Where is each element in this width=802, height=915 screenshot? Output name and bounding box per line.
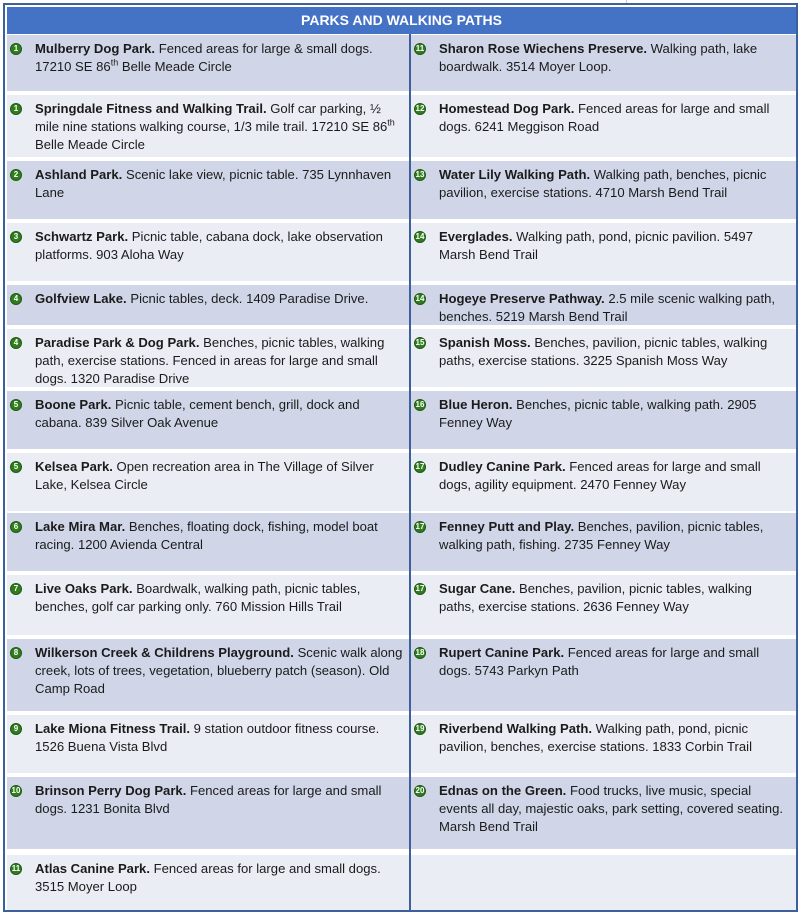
park-name: Lake Miona Fitness Trail. bbox=[35, 721, 190, 736]
park-address: 760 Mission Hills Trail bbox=[215, 599, 342, 614]
right_column-entry-text bbox=[439, 396, 790, 432]
right_column-cell bbox=[411, 329, 796, 387]
number-badge-icon: 8 bbox=[10, 647, 22, 659]
park-name: Brinson Perry Dog Park. bbox=[35, 783, 187, 798]
right_column-cell bbox=[411, 777, 796, 849]
left_column-entry-text bbox=[35, 644, 403, 698]
number-badge-icon: 18 bbox=[415, 648, 425, 657]
left_column-entry-text bbox=[35, 40, 403, 76]
number-badge-icon: 14 bbox=[415, 294, 425, 303]
park-description: Walking path, pond, picnic pavilion, benches, exercise stations. bbox=[439, 721, 749, 754]
right_column-cell bbox=[411, 285, 796, 325]
park-name: Paradise Park & Dog Park. bbox=[35, 335, 200, 350]
left_column-cell bbox=[7, 329, 409, 387]
number-badge-icon: 7 bbox=[10, 583, 22, 595]
left_column-entry-text bbox=[35, 458, 403, 494]
park-description: Scenic walk along creek, lots of trees, vegetation, blueberry patch (season). bbox=[35, 645, 403, 678]
park-name: Boone Park. bbox=[35, 397, 112, 412]
right_column-cell bbox=[411, 223, 796, 281]
right_column-cell bbox=[411, 391, 796, 449]
park-address: 5219 Marsh Bend Trail bbox=[495, 309, 628, 324]
park-description: Benches, pavilion, picnic tables, walking paths, exercise stations. bbox=[439, 581, 752, 614]
park-description: Benches, pavilion, picnic tables, walking paths, exercise stations. bbox=[439, 335, 768, 368]
number-badge-icon: 6 bbox=[10, 521, 22, 533]
number-badge-icon: 16 bbox=[415, 400, 425, 409]
park-address-part: 17210 SE 86 bbox=[311, 119, 388, 134]
number-badge-icon: 5 bbox=[10, 399, 22, 411]
park-address: 5743 Parkyn Path bbox=[474, 663, 579, 678]
table-header: PARKS AND WALKING PATHS bbox=[7, 7, 796, 34]
number-badge-icon: 4 bbox=[10, 293, 22, 305]
right_column-entry-text bbox=[439, 720, 790, 756]
left_column-cell bbox=[7, 513, 409, 571]
park-description: Walking path, pond, picnic pavilion. bbox=[516, 229, 721, 244]
park-description: 2.5 mile scenic walking path, benches. bbox=[439, 291, 776, 324]
right_column-cell bbox=[411, 453, 796, 511]
park-address: 1833 Corbin Trail bbox=[652, 739, 752, 754]
park-address: 903 Aloha Way bbox=[96, 247, 184, 262]
park-address-part: Belle Meade Circle bbox=[118, 59, 232, 74]
park-description: Fenced areas for large and small dogs. bbox=[439, 645, 760, 678]
left_column-cell bbox=[7, 223, 409, 281]
park-description: Walking path, lake boardwalk. bbox=[439, 41, 758, 74]
park-name: Golfview Lake. bbox=[35, 291, 127, 306]
park-name: Rupert Canine Park. bbox=[439, 645, 565, 660]
park-address: Old Camp Road bbox=[35, 663, 390, 696]
left_column-cell bbox=[7, 453, 409, 511]
right_column-entry-text bbox=[439, 458, 790, 494]
left_column-entry-text bbox=[35, 290, 403, 308]
park-name: Schwartz Park. bbox=[35, 229, 129, 244]
park-description: Golf car parking, ½ mile nine stations walking course, 1/3 mile trail. bbox=[35, 101, 381, 134]
right_column-entry-text bbox=[439, 228, 790, 264]
left_column-entry-text bbox=[35, 228, 403, 264]
right_column-entry-text bbox=[439, 644, 790, 680]
left_column-entry-text bbox=[35, 782, 403, 818]
parks-table bbox=[3, 3, 798, 912]
left_column-cell bbox=[7, 639, 409, 711]
park-description: Fenced areas for large and small dogs. bbox=[153, 861, 381, 876]
number-badge-icon: 15 bbox=[415, 338, 425, 347]
right_column-cell bbox=[411, 639, 796, 711]
park-address: 735 Lynnhaven Lane bbox=[35, 167, 392, 200]
park-name: Mulberry Dog Park. bbox=[35, 41, 156, 56]
park-description: Picnic table, cabana dock, lake observation platforms. bbox=[35, 229, 383, 262]
park-address: 1409 Paradise Drive. bbox=[246, 291, 369, 306]
park-description: Scenic lake view, picnic table. bbox=[125, 167, 299, 182]
park-description: Fenced areas for large & small dogs. bbox=[158, 41, 373, 56]
park-description: Fenced areas for large and small dogs, agility equipment. bbox=[439, 459, 761, 492]
park-name: Homestead Dog Park. bbox=[439, 101, 575, 116]
right_column-entry-text bbox=[439, 166, 790, 202]
park-address-part: 17210 SE 86 bbox=[35, 59, 111, 74]
left_column-entry-text bbox=[35, 396, 403, 432]
number-badge-icon: 9 bbox=[10, 723, 22, 735]
park-address: 3515 Moyer Loop bbox=[35, 879, 137, 894]
number-badge-icon: 17 bbox=[415, 462, 425, 471]
park-address: Kelsea Circle bbox=[70, 477, 148, 492]
park-name: Water Lily Walking Path. bbox=[439, 167, 591, 182]
number-badge-icon: 3 bbox=[10, 231, 22, 243]
left_column-entry-text bbox=[35, 166, 403, 202]
park-address: 4710 Marsh Bend Trail bbox=[595, 185, 728, 200]
park-address-superscript: th bbox=[387, 117, 395, 128]
park-name: Fenney Putt and Play. bbox=[439, 519, 575, 534]
left_column-cell bbox=[7, 35, 409, 91]
left_column-entry-text bbox=[35, 518, 403, 554]
park-address: 2470 Fenney Way bbox=[580, 477, 686, 492]
left_column-entry-text bbox=[35, 860, 403, 896]
left_column-cell bbox=[7, 285, 409, 325]
left_column-entry-text bbox=[35, 334, 403, 388]
park-name: Wilkerson Creek & Childrens Playground. bbox=[35, 645, 294, 660]
park-address: 2735 Fenney Way bbox=[564, 537, 670, 552]
park-address bbox=[35, 59, 232, 74]
left_column-entry-text bbox=[35, 580, 403, 616]
park-description: Food trucks, live music, special events all day, majestic oaks, park setting, covered seating. bbox=[439, 783, 784, 816]
park-name: Sugar Cane. bbox=[439, 581, 516, 596]
park-address: 2636 Fenney Way bbox=[583, 599, 689, 614]
left_column-cell bbox=[7, 161, 409, 219]
number-badge-icon: 13 bbox=[415, 170, 425, 179]
number-badge-icon: 4 bbox=[10, 337, 22, 349]
park-address: 839 Silver Oak Avenue bbox=[85, 415, 219, 430]
number-badge-icon: 10 bbox=[11, 786, 21, 795]
park-address: 1231 Bonita Blvd bbox=[70, 801, 170, 816]
park-address: 1320 Paradise Drive bbox=[70, 371, 190, 386]
park-address-part: Belle Meade Circle bbox=[35, 137, 145, 152]
park-address: 3514 Moyer Loop. bbox=[505, 59, 612, 74]
number-badge-icon: 19 bbox=[415, 724, 425, 733]
park-name: Live Oaks Park. bbox=[35, 581, 133, 596]
park-description: Fenced areas for large and small dogs. bbox=[35, 783, 382, 816]
number-badge-icon: 11 bbox=[11, 864, 21, 873]
left_column-entry-text bbox=[35, 100, 403, 154]
park-name: Riverbend Walking Path. bbox=[439, 721, 593, 736]
park-name: Spanish Moss. bbox=[439, 335, 531, 350]
park-name: Dudley Canine Park. bbox=[439, 459, 566, 474]
park-description: Benches, floating dock, fishing, model boat racing. bbox=[35, 519, 378, 552]
park-description: Benches, picnic tables, walking path, exercise stations. Fenced in areas for large and small dogs. bbox=[35, 335, 385, 386]
park-address: 6241 Meggison Road bbox=[474, 119, 600, 134]
right_column-entry-text bbox=[439, 290, 790, 326]
park-description: Boardwalk, walking path, picnic tables, benches, golf car parking only. bbox=[35, 581, 361, 614]
left_column-cell bbox=[7, 855, 409, 910]
number-badge-icon: 5 bbox=[10, 461, 22, 473]
column-divider bbox=[409, 34, 411, 910]
number-badge-icon: 1 bbox=[10, 43, 22, 55]
number-badge-icon: 2 bbox=[10, 169, 22, 181]
right_column-entry-text bbox=[439, 40, 790, 76]
park-name: Kelsea Park. bbox=[35, 459, 113, 474]
right_column-cell bbox=[411, 513, 796, 571]
number-badge-icon: 17 bbox=[415, 584, 425, 593]
number-badge-icon: 20 bbox=[415, 786, 425, 795]
left_column-cell bbox=[7, 715, 409, 773]
park-address: 5497 Marsh Bend Trail bbox=[439, 229, 753, 262]
right_column-entry-text bbox=[439, 518, 790, 554]
park-name: Hogeye Preserve Pathway. bbox=[439, 291, 605, 306]
park-description: Picnic tables, deck. bbox=[130, 291, 243, 306]
park-name: Springdale Fitness and Walking Trail. bbox=[35, 101, 267, 116]
right_column-entry-text bbox=[439, 782, 790, 836]
park-description: Picnic table, cement bench, grill, dock and cabana. bbox=[35, 397, 360, 430]
right_column-entry-text bbox=[439, 580, 790, 616]
park-address: 2905 Fenney Way bbox=[439, 397, 757, 430]
number-badge-icon: 17 bbox=[415, 522, 425, 531]
park-description: Benches, pavilion, picnic tables, walking path, fishing. bbox=[439, 519, 764, 552]
park-address: 1200 Avienda Central bbox=[77, 537, 203, 552]
right_column-entry-text bbox=[439, 334, 790, 370]
park-name: Everglades. bbox=[439, 229, 513, 244]
right_column-cell bbox=[411, 35, 796, 91]
right_column-cell bbox=[411, 95, 796, 157]
park-address-superscript: th bbox=[110, 57, 119, 68]
left_column-cell bbox=[7, 391, 409, 449]
right_column-cell bbox=[411, 575, 796, 635]
park-address: Marsh Bend Trail bbox=[439, 819, 538, 834]
park-name: Ashland Park. bbox=[35, 167, 123, 182]
park-name: Atlas Canine Park. bbox=[35, 861, 150, 876]
park-description: 9 station outdoor fitness course. bbox=[193, 721, 380, 736]
park-address: 1526 Buena Vista Blvd bbox=[35, 739, 168, 754]
park-name: Sharon Rose Wiechens Preserve. bbox=[439, 41, 648, 56]
right_column-cell bbox=[411, 715, 796, 773]
park-description: Walking path, benches, picnic pavilion, exercise stations. bbox=[439, 167, 767, 200]
right_column-entry-text bbox=[439, 100, 790, 136]
left_column-cell bbox=[7, 575, 409, 635]
park-description: Benches, picnic table, walking path. bbox=[516, 397, 724, 412]
park-name: Ednas on the Green. bbox=[439, 783, 567, 798]
right_column-cell bbox=[411, 161, 796, 219]
park-name: Blue Heron. bbox=[439, 397, 513, 412]
park-address: 3225 Spanish Moss Way bbox=[583, 353, 728, 368]
number-badge-icon: 1 bbox=[10, 103, 22, 115]
park-description: Fenced areas for large and small dogs. bbox=[439, 101, 770, 134]
number-badge-icon: 11 bbox=[415, 44, 425, 53]
number-badge-icon: 12 bbox=[415, 104, 425, 113]
park-name: Lake Mira Mar. bbox=[35, 519, 126, 534]
number-badge-icon: 14 bbox=[415, 232, 425, 241]
left_column-entry-text bbox=[35, 720, 403, 756]
left_column-cell bbox=[7, 95, 409, 157]
left_column-cell bbox=[7, 777, 409, 849]
park-description: Open recreation area in The Village of Silver Lake, bbox=[35, 459, 374, 492]
right_column-cell bbox=[411, 855, 796, 910]
